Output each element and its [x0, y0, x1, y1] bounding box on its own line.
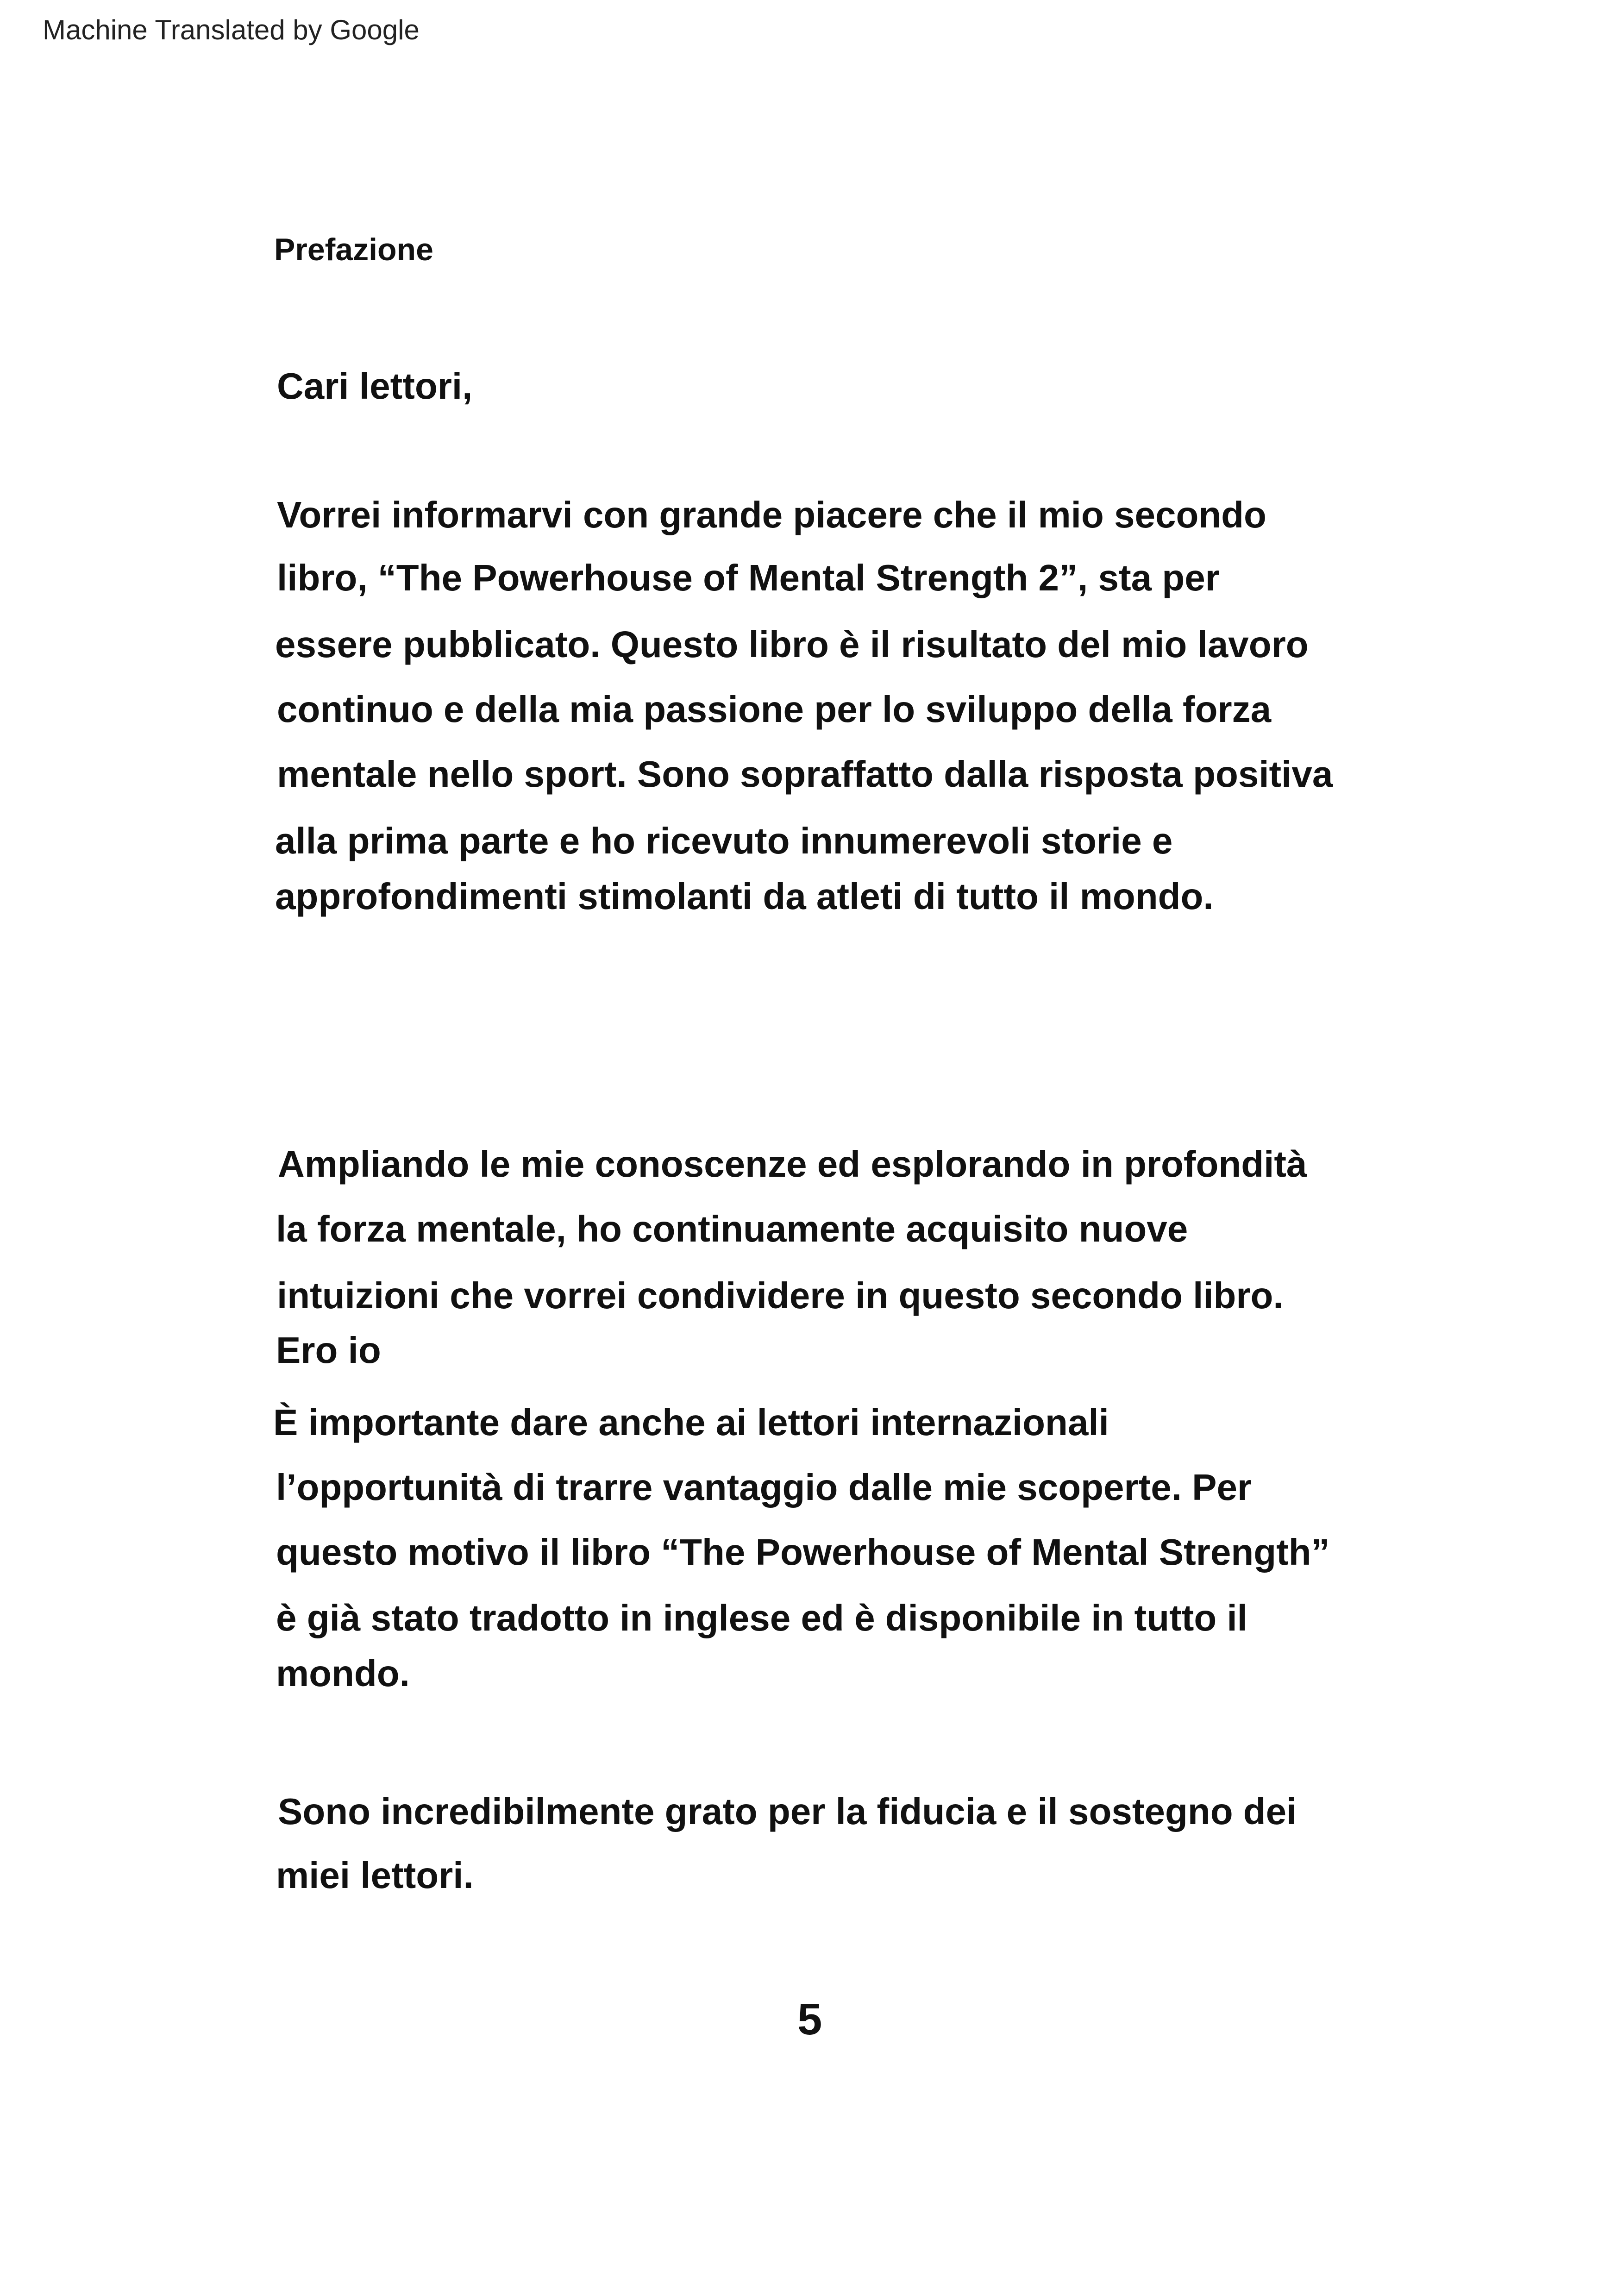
section-title: Prefazione: [274, 232, 433, 267]
paragraph-line: è già stato tradotto in inglese ed è disponibile in tutto il: [276, 1597, 1247, 1638]
paragraph-line: Ampliando le mie conoscenze ed esplorando in profondità: [278, 1143, 1307, 1185]
salutation: Cari lettori,: [277, 365, 473, 407]
paragraph-line: Sono incredibilmente grato per la fiducia e il sostegno dei: [278, 1791, 1297, 1832]
paragraph-line: questo motivo il libro “The Powerhouse of Mental Strength”: [276, 1531, 1330, 1573]
paragraph-line: miei lettori.: [276, 1855, 474, 1896]
paragraph-line: È importante dare anche ai lettori internazionali: [273, 1402, 1109, 1443]
paragraph-line: libro, “The Powerhouse of Mental Strength 2”, sta per: [277, 557, 1220, 598]
paragraph-line: mondo.: [276, 1653, 410, 1694]
machine-translation-watermark: Machine Translated by Google: [43, 14, 420, 45]
paragraph-line: alla prima parte e ho ricevuto innumerevoli storie e: [275, 820, 1173, 861]
paragraph-line: essere pubblicato. Questo libro è il risultato del mio lavoro: [275, 624, 1309, 665]
paragraph-line: approfondimenti stimolanti da atleti di tutto il mondo.: [275, 876, 1214, 917]
paragraph-line: Vorrei informarvi con grande piacere che il mio secondo: [277, 494, 1266, 535]
paragraph-line: Ero io: [276, 1330, 381, 1371]
page-number: 5: [797, 1995, 822, 2044]
paragraph-line: la forza mentale, ho continuamente acquisito nuove: [276, 1208, 1188, 1249]
paragraph-line: intuizioni che vorrei condividere in questo secondo libro.: [277, 1275, 1284, 1316]
paragraph-line: l’opportunità di trarre vantaggio dalle mie scoperte. Per: [276, 1467, 1252, 1508]
paragraph-line: mentale nello sport. Sono sopraffatto dalla risposta positiva: [277, 753, 1333, 795]
paragraph-line: continuo e della mia passione per lo sviluppo della forza: [277, 689, 1272, 730]
